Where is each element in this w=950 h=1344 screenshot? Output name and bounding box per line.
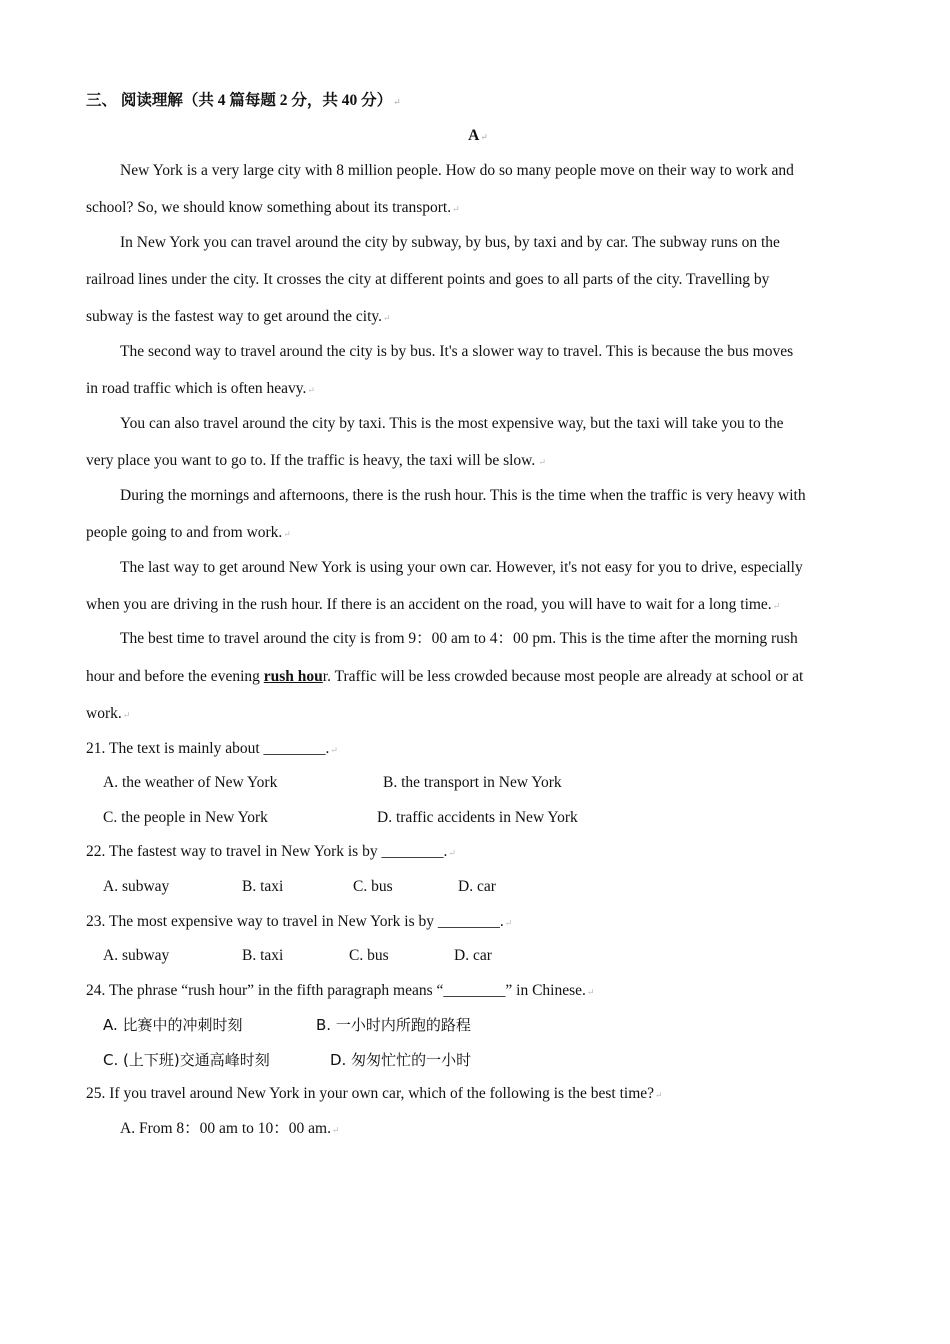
- option-a: A. subway: [103, 947, 170, 964]
- question-24-stem: 24. The phrase “rush hour” in the fifth paragraph means “________” in Chinese.↵: [86, 982, 595, 999]
- option-b: B. 一小时内所跑的路程: [316, 1016, 471, 1034]
- question-22-stem: 22. The fastest way to travel in New York is by ________.↵: [86, 843, 456, 860]
- section-title: 三、 阅读理解（共 4 篇每题 2 分，共 40 分）↵: [86, 92, 401, 109]
- option-d: D. car: [458, 878, 496, 895]
- paragraph-line: railroad lines under the city. It crosses the city at different points and goes to all parts of the city. Travelling by: [86, 271, 770, 288]
- option-b: B. taxi: [242, 878, 284, 895]
- option-c: C. the people in New York: [103, 809, 268, 826]
- paragraph-line: subway is the fastest way to get around the city.↵: [86, 308, 391, 325]
- paragraph-line: New York is a very large city with 8 million people. How do so many people move on their way to work and: [120, 162, 794, 179]
- question-25-option-a: A. From 8：00 am to 10：00 am.↵: [120, 1120, 340, 1137]
- paragraph-line: people going to and from work.↵: [86, 524, 291, 541]
- option-c: C. bus: [349, 947, 389, 964]
- option-a: A. 比赛中的冲刺时刻: [103, 1016, 243, 1034]
- option-c: C. bus: [353, 878, 393, 895]
- option-c: C. (上下班)交通高峰时刻: [103, 1051, 270, 1069]
- paragraph-line: You can also travel around the city by taxi. This is the most expensive way, but the taxi will take you to the: [120, 415, 784, 432]
- question-23-stem: 23. The most expensive way to travel in New York is by ________.↵: [86, 913, 513, 930]
- paragraph-line: The best time to travel around the city is from 9：00 am to 4：00 pm. This is the time after the morning rush: [120, 630, 798, 647]
- paragraph-line: hour and before the evening rush hour. Traffic will be less crowded because most people are already at school or at: [86, 668, 804, 685]
- option-d: D. car: [454, 947, 492, 964]
- paragraph-line: very place you want to go to. If the traffic is heavy, the taxi will be slow. ↵: [86, 452, 547, 469]
- paragraph-line: The last way to get around New York is using your own car. However, it's not easy for you to drive, especially: [120, 559, 803, 576]
- paragraph-line: in road traffic which is often heavy.↵: [86, 380, 315, 397]
- question-25-stem: 25. If you travel around New York in your own car, which of the following is the best time?↵: [86, 1085, 663, 1102]
- option-d: D. traffic accidents in New York: [377, 809, 578, 826]
- paragraph-line: work.↵: [86, 705, 131, 722]
- paragraph-line: During the mornings and afternoons, there is the rush hour. This is the time when the traffic is very heavy with: [120, 487, 806, 504]
- question-21-stem: 21. The text is mainly about ________.↵: [86, 740, 338, 757]
- option-b: B. taxi: [242, 947, 284, 964]
- option-a: A. subway: [103, 878, 170, 895]
- passage-label: A↵: [468, 127, 488, 144]
- option-d: D. 匆匆忙忙的一小时: [330, 1051, 472, 1069]
- option-a: A. the weather of New York: [103, 774, 278, 791]
- paragraph-line: school? So, we should know something about its transport.↵: [86, 199, 460, 216]
- rush-hour-underlined: rush hou: [263, 668, 323, 685]
- paragraph-line: The second way to travel around the city is by bus. It's a slower way to travel. This is because the bus moves: [120, 343, 794, 360]
- option-b: B. the transport in New York: [383, 774, 562, 791]
- paragraph-line: In New York you can travel around the city by subway, by bus, by taxi and by car. The subway runs on the: [120, 234, 780, 251]
- paragraph-line: when you are driving in the rush hour. If there is an accident on the road, you will have to wait for a long time.↵: [86, 596, 781, 613]
